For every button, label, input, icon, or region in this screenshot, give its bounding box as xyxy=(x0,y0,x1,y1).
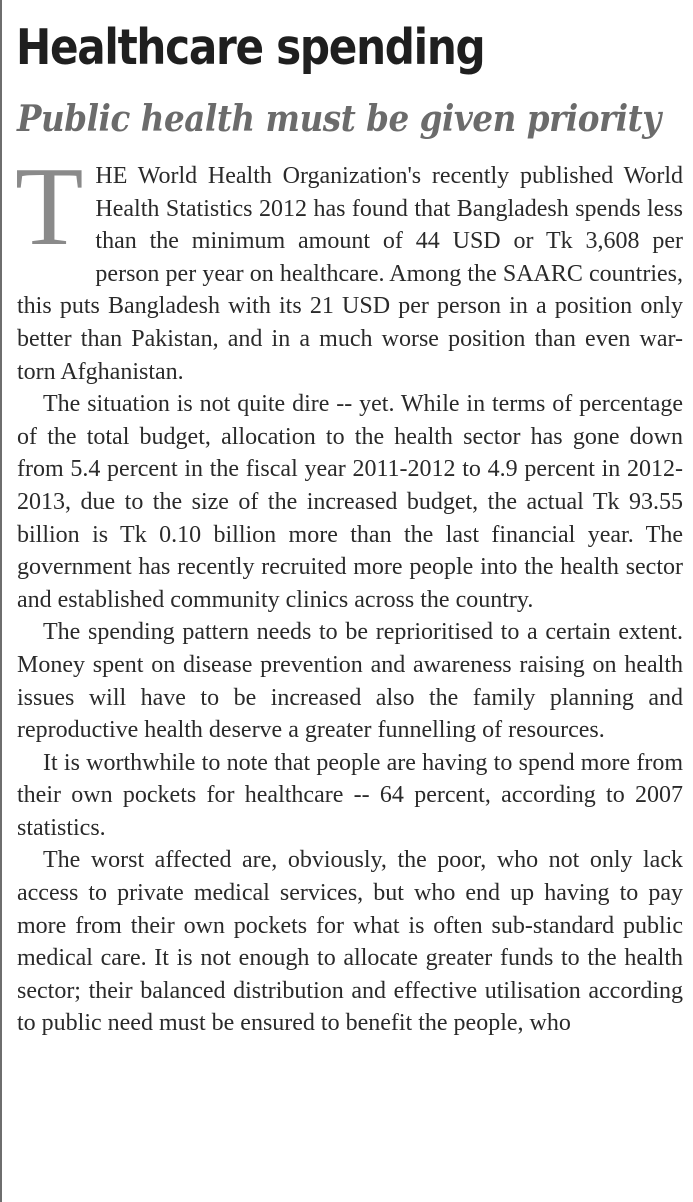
paragraph-4: It is worthwhile to note that people are having to spend more from their own pockets for healthcare -- 64 percent, according to 2007 statistics. xyxy=(17,749,683,841)
paragraph-1-text: HE World Health Organization's recently published World Health Statistics 2012 has found that Bangladesh spends less than the minimum amount of 44 USD or Tk 3,608 per person per year on healthcare. Among the SAARC countries, this puts Bangladesh with its 21 USD per person in a position only better than Pakistan, and in a much worse position than even war-torn Afghanistan. xyxy=(17,163,683,385)
paragraph-1 xyxy=(15,145,683,388)
headline: Healthcare spending xyxy=(16,19,485,76)
paragraph-5: The worst affected are, obviously, the poor, who not only lack access to private medical services, but who end up having to pay more from their own pockets for what is often sub-standard public medical care. It is not enough to allocate greater funds to the health sector; their balanced distribution and effective utilisation according to public need must be ensured to benefit the people, who xyxy=(17,847,683,1037)
drop-cap: T xyxy=(15,145,84,269)
paragraph-2: The situation is not quite dire -- yet. While in terms of percentage of the total budget, allocation to the health sector has gone down from 5.4 percent in the fiscal year 2011-2012 to 4.9 percent in 2012-2013, due to the size of the increased budget, the actual Tk 93.55 billion is Tk 0.10 billion more than the last financial year. The government has recently recruited more people into the health sector and established community clinics across the country. xyxy=(17,391,683,613)
paragraph-3: The spending pattern needs to be reprioritised to a certain extent. Money spent on disease prevention and awareness raising on health issues will have to be increased also the family planning and reproductive health deserve a greater funnelling of resources. xyxy=(17,619,683,744)
subheadline: Public health must be given priority xyxy=(17,98,661,140)
article-body xyxy=(15,145,683,1040)
